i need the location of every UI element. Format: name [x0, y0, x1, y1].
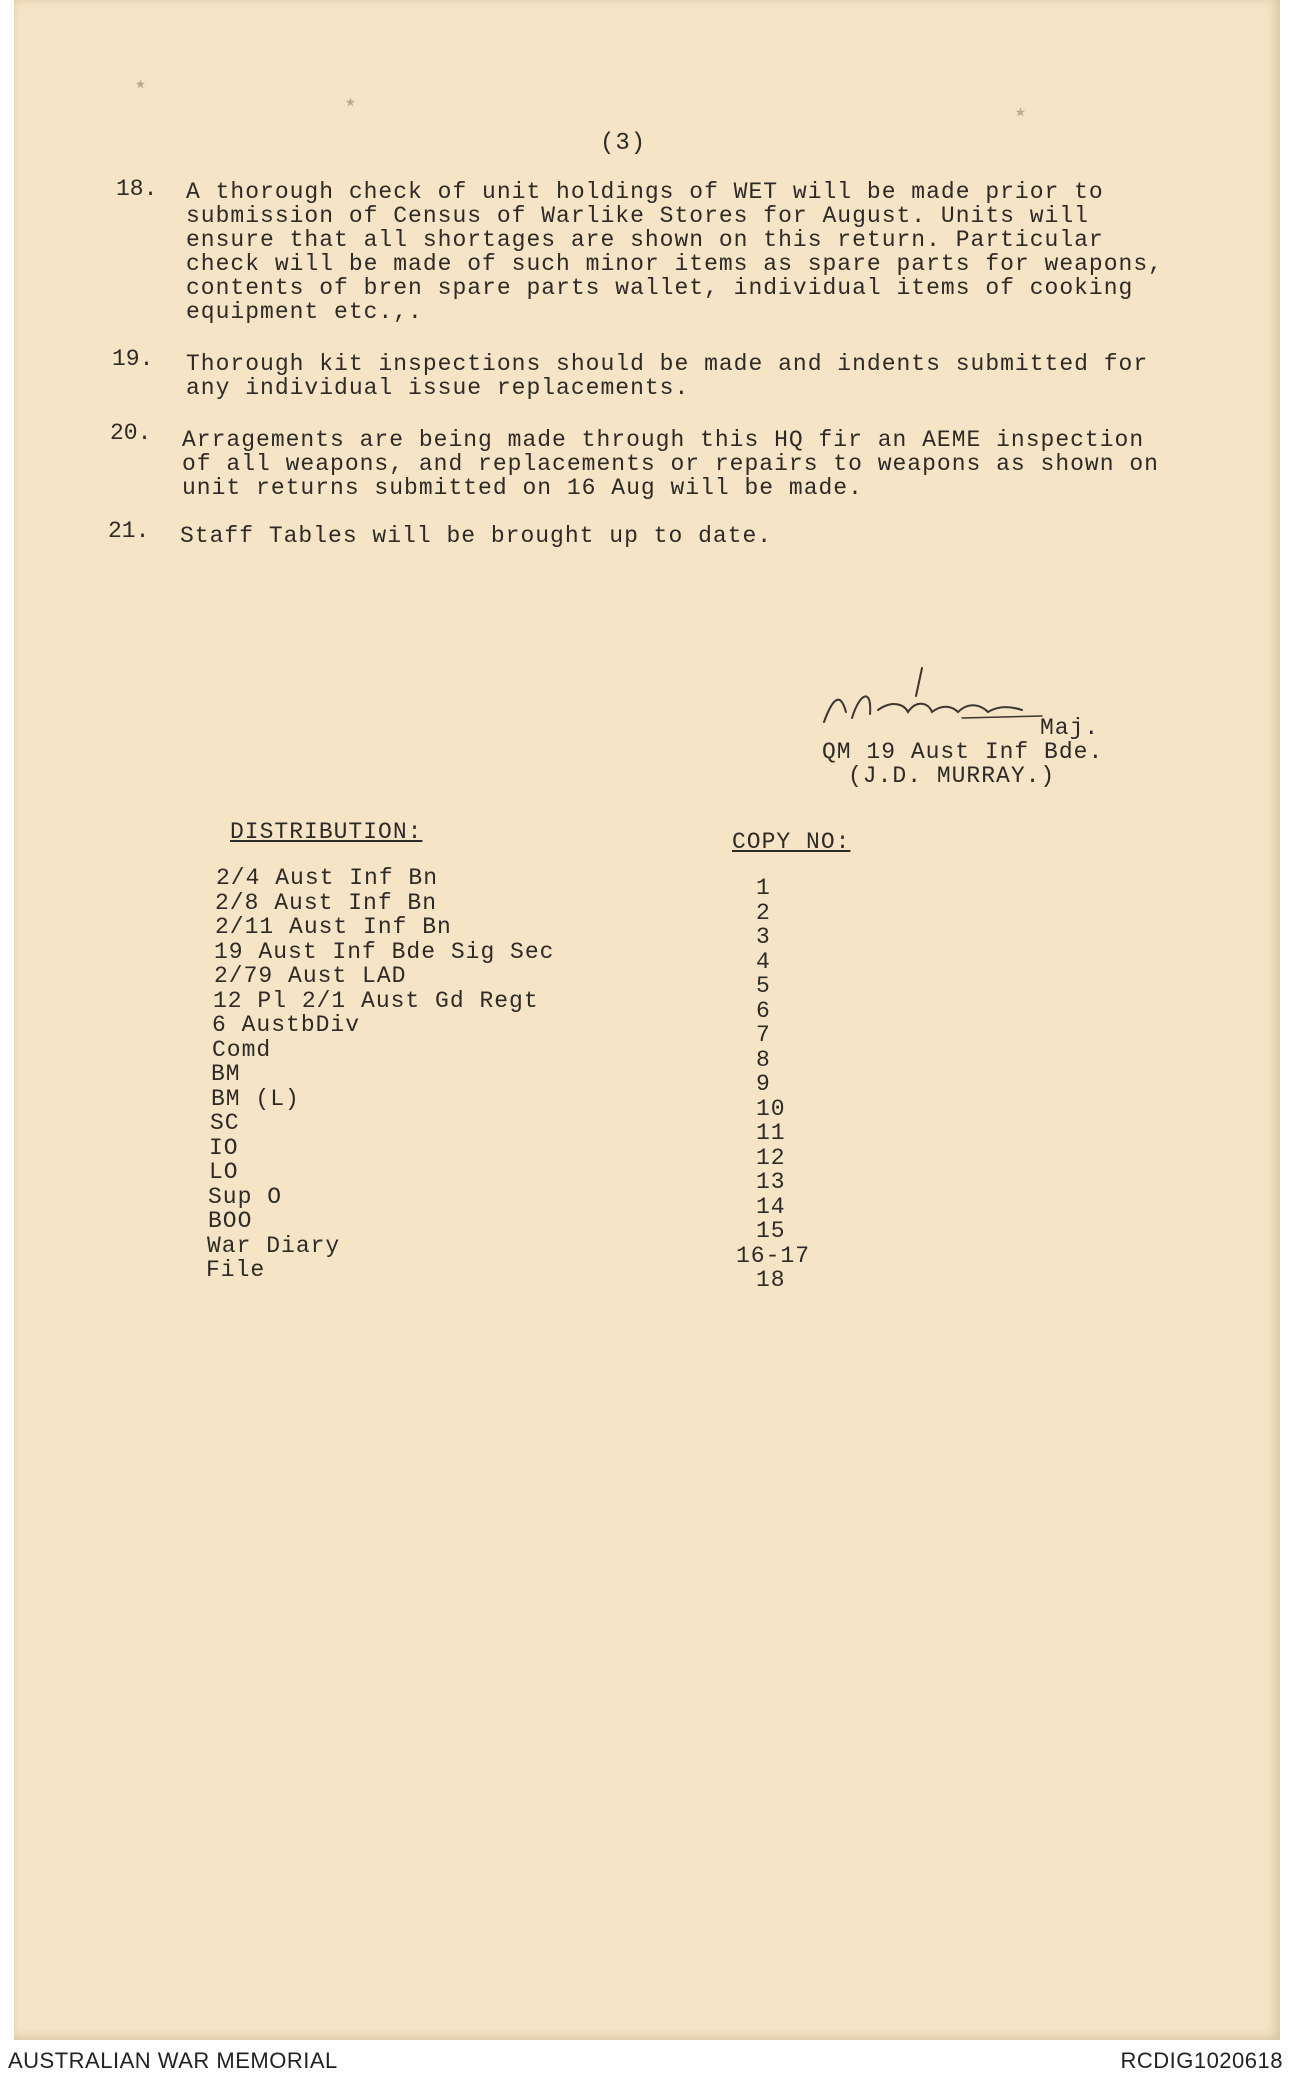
distribution-recipient: LO [209, 1159, 239, 1185]
distribution-copy-number: 12 [756, 1145, 786, 1171]
paragraph-line: submission of Census of Warlike Stores for August. Units will [186, 203, 1089, 229]
distribution-copy-number: 3 [756, 924, 771, 950]
distribution-copy-number: 5 [756, 973, 771, 999]
signature-name: (J.D. MURRAY.) [848, 763, 1056, 789]
distribution-copy-number: 2 [756, 900, 771, 926]
paragraph-line: equipment etc.,. [186, 299, 423, 325]
distribution-recipient: BM (L) [211, 1086, 300, 1112]
distribution-copy-number: 7 [756, 1022, 771, 1048]
distribution-recipient: 2/4 Aust Inf Bn [216, 865, 439, 891]
paragraph-line: check will be made of such minor items as spare parts for weapons, [186, 251, 1163, 277]
distribution-copy-number: 13 [756, 1169, 786, 1195]
distribution-copy-number: 10 [756, 1096, 786, 1122]
distribution-copy-number: 16-17 [736, 1243, 811, 1269]
paragraph-line: Thorough kit inspections should be made and indents submitted for [186, 351, 1149, 377]
signature-appointment: QM 19 Aust Inf Bde. [822, 739, 1104, 765]
distribution-copy-number: 11 [756, 1120, 786, 1146]
pin-hole-icon: ⋆ [1012, 100, 1029, 131]
pin-hole-icon: ⋆ [342, 90, 359, 121]
paragraph-line: Staff Tables will be brought up to date. [180, 523, 773, 549]
paragraph-line: ensure that all shortages are shown on this return. Particular [186, 227, 1104, 253]
distribution-copy-number: 15 [756, 1218, 786, 1244]
paragraph-line: any individual issue replacements. [186, 375, 690, 401]
footer-record-id: RCDIG1020618 [1120, 2048, 1283, 2073]
distribution-recipient: 6 AustbDiv [212, 1012, 361, 1038]
distribution-copy-number: 9 [756, 1071, 771, 1097]
distribution-copy-number: 4 [756, 949, 771, 975]
distribution-recipient: 2/79 Aust LAD [214, 963, 407, 989]
signature-rank: Maj. [1040, 715, 1100, 741]
copy-number-heading: COPY NO: [732, 829, 851, 855]
distribution-recipient: Sup O [208, 1184, 283, 1210]
paragraph-line: A thorough check of unit holdings of WET will be made prior to [186, 179, 1104, 205]
distribution-recipient: 12 Pl 2/1 Aust Gd Regt [213, 988, 539, 1014]
paragraph-number: 20. [110, 420, 152, 446]
distribution-recipient: 2/11 Aust Inf Bn [215, 914, 452, 940]
distribution-recipient: BOO [208, 1208, 253, 1234]
paragraph-line: unit returns submitted on 16 Aug will be made. [182, 475, 863, 501]
distribution-copy-number: 8 [756, 1047, 771, 1073]
footer-archive-name: AUSTRALIAN WAR MEMORIAL [8, 2048, 338, 2073]
distribution-recipient: IO [209, 1135, 239, 1161]
distribution-copy-number: 14 [756, 1194, 786, 1220]
distribution-recipient: BM [211, 1061, 241, 1087]
distribution-recipient: File [206, 1257, 266, 1283]
paragraph-number: 18. [116, 176, 158, 202]
distribution-recipient: War Diary [207, 1233, 341, 1259]
distribution-copy-number: 6 [756, 998, 771, 1024]
paragraph-number: 21. [108, 518, 150, 544]
distribution-recipient: Comd [212, 1037, 272, 1063]
pin-hole-icon: ⋆ [132, 72, 149, 103]
distribution-copy-number: 1 [756, 875, 771, 901]
distribution-recipient: 2/8 Aust Inf Bn [215, 890, 438, 916]
paragraph-line: contents of bren spare parts wallet, individual items of cooking [186, 275, 1134, 301]
distribution-recipient: 19 Aust Inf Bde Sig Sec [214, 939, 555, 965]
paragraph-line: of all weapons, and replacements or repairs to weapons as shown on [182, 451, 1159, 477]
handwritten-signature [812, 660, 1052, 740]
distribution-copy-number: 18 [756, 1267, 786, 1293]
page-number: (3) [600, 130, 647, 157]
paragraph-line: Arragements are being made through this HQ fir an AEME inspection [182, 427, 1145, 453]
paragraph-number: 19. [112, 346, 154, 372]
distribution-recipient: SC [210, 1110, 240, 1136]
distribution-heading: DISTRIBUTION: [230, 819, 423, 845]
